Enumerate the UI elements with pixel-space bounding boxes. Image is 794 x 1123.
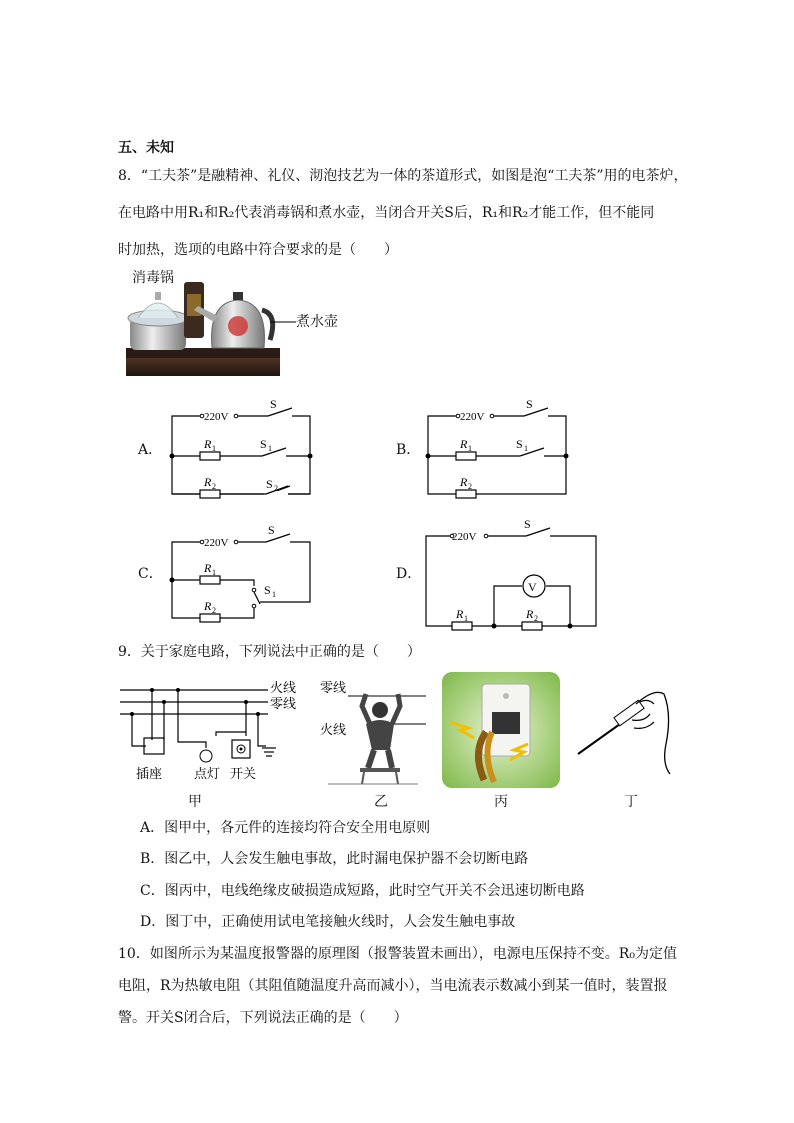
option-d-letter: D． (396, 566, 422, 582)
s2-label: S (266, 477, 273, 491)
q9-choice-b: B．图乙中，人会发生触电事故，此时漏电保护器不会切断电路 (140, 851, 529, 867)
svg-text:1: 1 (468, 444, 472, 453)
voltage-label: 220V (452, 531, 477, 543)
q9-choice-a: A．图甲中，各元件的连接均符合安全用电原则 (140, 820, 431, 836)
s1-label: S (516, 437, 523, 451)
option-a-letter: A． (138, 442, 163, 458)
switch-s-label: S (268, 523, 275, 537)
r2-label: R (204, 475, 212, 489)
s1-label: S (264, 583, 271, 597)
neutral-wire-label: 零线 (270, 696, 297, 711)
q10-line1: 10．如图所示为某温度报警器的原理图（报警装置未画出），电源电压保持不变。R₀为定值 (118, 946, 677, 962)
svg-text:2: 2 (212, 482, 216, 491)
socket-label: 插座 (136, 766, 163, 781)
caption-bing: 丙 (494, 794, 508, 810)
svg-text:1: 1 (524, 444, 528, 453)
r1-label: R (204, 561, 212, 575)
fig-jia-wiring (118, 676, 308, 786)
q8-line3: 时加热，选项的电路中符合要求的是（ ） (118, 242, 398, 258)
q8-line2: 在电路中用R₁和R₂代表消毒锅和煮水壶，当闭合开关S后，R₁和R₂才能工作，但不能同 (118, 205, 655, 221)
circuit-c (160, 520, 330, 630)
section-title: 五、未知 (118, 140, 174, 156)
svg-text:2: 2 (468, 482, 472, 491)
circuit-a (160, 396, 330, 506)
svg-text:1: 1 (212, 444, 216, 453)
circuit-d (416, 512, 606, 632)
option-c-letter: C． (138, 566, 163, 582)
switch-s-label: S (524, 517, 531, 531)
q8-line1: 8．“工夫茶”是融精神、礼仪、沏泡技艺为一体的茶道形式，如图是泡“工夫茶”用的电茶炉， (118, 168, 688, 184)
yi-live-label: 火线 (320, 722, 347, 737)
r2-label: R (204, 599, 212, 613)
q9-choice-c: C．图丙中，电线绝缘皮破损造成短路，此时空气开关不会迅速切断电路 (140, 883, 585, 899)
kettle-pointer-line (270, 316, 296, 326)
fig-ding-testpen (574, 684, 674, 776)
switch-s-label: S (270, 397, 277, 411)
option-b-letter: B． (396, 442, 421, 458)
r2-label: R (526, 607, 534, 621)
fig-yi-person (318, 676, 428, 786)
svg-text:2: 2 (534, 614, 538, 623)
fig-bing-plug (442, 672, 560, 788)
r1-label: R (204, 437, 212, 451)
voltmeter-label: V (528, 580, 537, 594)
switch-label: 开关 (230, 766, 257, 781)
q10-line2: 电阻，R为热敏电阻（其阻值随温度升高而减小），当电流表示数减小到某一值时，装置报 (118, 978, 668, 994)
lamp-label: 点灯 (194, 766, 221, 781)
r2-label: R (460, 475, 468, 489)
q9-choice-d: D．图丁中，正确使用试电笔接触火线时，人会发生触电事故 (140, 914, 516, 930)
svg-text:1: 1 (268, 444, 272, 453)
voltage-label: 220V (204, 411, 229, 423)
svg-text:2: 2 (212, 606, 216, 615)
disinfect-pot-label: 消毒锅 (132, 270, 174, 286)
switch-s-label: S (526, 397, 533, 411)
r1-label: R (456, 607, 464, 621)
voltage-label: 220V (204, 537, 229, 549)
s1-label: S (260, 437, 267, 451)
kettle-label: 煮水壶 (296, 314, 338, 330)
r1-label: R (460, 437, 468, 451)
caption-ding: 丁 (624, 794, 638, 810)
caption-yi: 乙 (374, 794, 388, 810)
live-wire-label: 火线 (270, 680, 297, 695)
voltage-label: 220V (460, 411, 485, 423)
svg-text:1: 1 (464, 614, 468, 623)
caption-jia: 甲 (188, 794, 202, 810)
svg-text:1: 1 (212, 568, 216, 577)
q9-stem: 9．关于家庭电路，下列说法中正确的是（ ） (118, 644, 421, 660)
svg-text:2: 2 (274, 484, 278, 493)
svg-text:1: 1 (272, 590, 276, 599)
circuit-b (416, 396, 586, 506)
q10-line3: 警。开关S闭合后，下列说法正确的是（ ） (118, 1010, 408, 1026)
yi-neutral-label: 零线 (320, 680, 347, 695)
